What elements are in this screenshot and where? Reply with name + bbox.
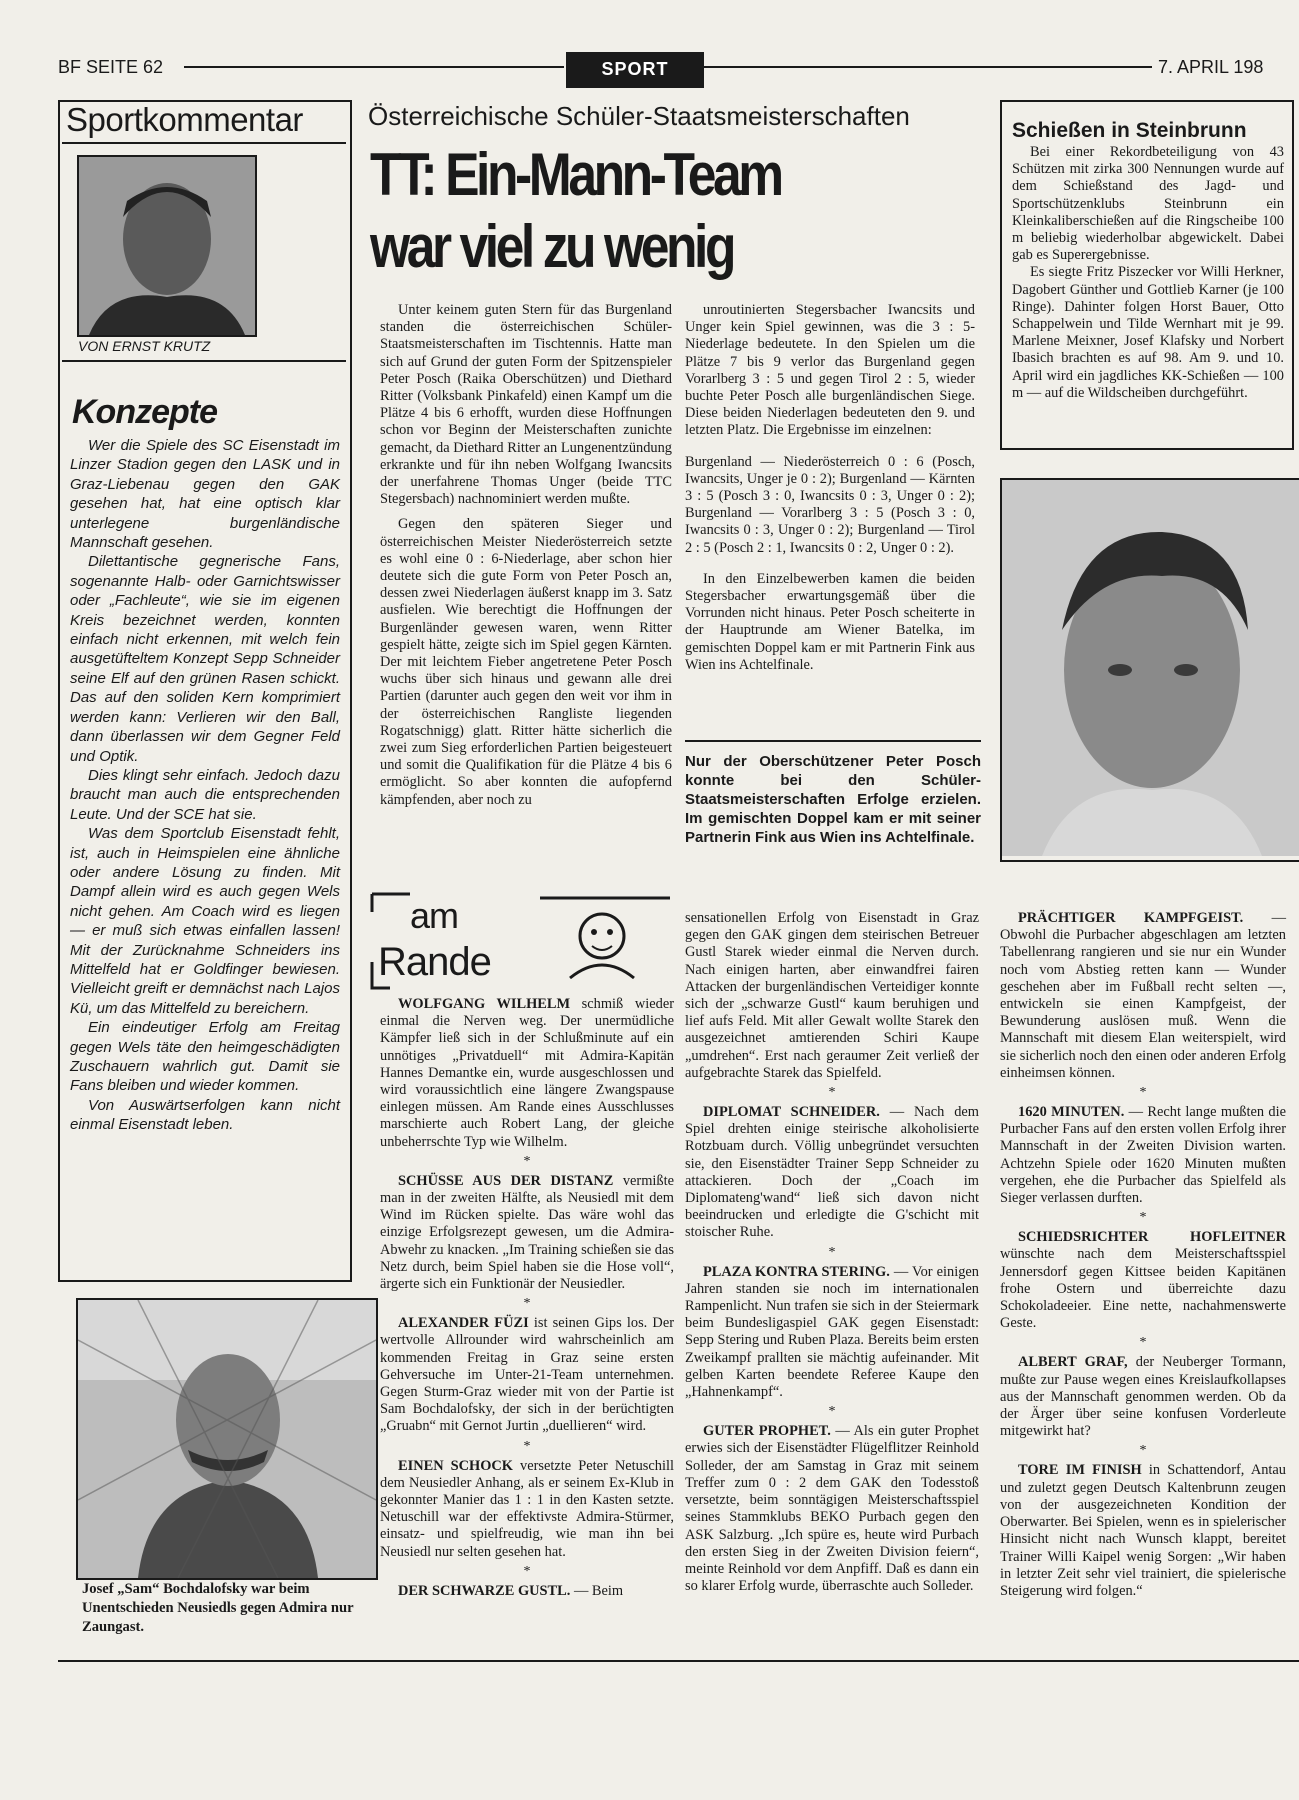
commentary-paragraph: Ein eindeutiger Erfolg am Freitag gegen Wels täte den heimgeschädigten Zuschauern wahrlich gut. Damit sie Fans bleiben und wieder kommen. [70,1019,340,1095]
article-paragraph: Unter keinem guten Stern für das Burgenland standen die österreichischen Schüler-Staatsmeisterschaften im Tischtennis. Hatte man sich auf Grund der guten Form der Spitzenspieler Peter Posch (Raika Oberschützen) und Diethard Ritter (Volksbank Pinkafeld) einen Kampf um die Plätze 4 bis 6 erhofft, wurden diese Hoffnungen schon vor Beginn der Meisterschaften zunichte gemacht, da Diethard Ritter an Lungenentzündung erkrankte und für ihn neben Wolfgang Iwancsits der unerfahrene Thomas Unger (beide TTC Stegersbach) nachnominiert werden mußte. [380,302,672,508]
separator-star: * [523,1563,531,1579]
item-lead: GUTER PROPHET. [703,1423,831,1440]
item-lead: TORE IM FINISH [1018,1462,1142,1479]
item-text: — Recht lange mußten die Purbacher Fans auf den ersten vollen Erfolg ihrer Mannschaft in der Zweiten Division warten. Achtzehn Spiele oder 1620 Minuten mußten vergehen, ehe die Purbacher das Spielfeld als Sieger verlassen durften. [1000,1104,1286,1207]
item-lead: EINEN SCHOCK [398,1457,513,1474]
article-kicker: Österreichische Schüler-Staatsmeisterschaften [368,101,910,131]
am-rande-am: am [410,895,459,936]
commentary-paragraph: Was dem Sportclub Eisenstadt fehlt, ist, auch in Heimspielen eine ähnliche oder andere Lösung zu finden. Mit Dampf allein wird es auch gegen Wels nicht gehen. Am Coach wird es liegen — er muß sich etwas einfallen lassen! Mit der Zurücknahme Schneiders ins Mittelfeld hat er Goldfinger bewiesen. Vielleicht greift er demnächst nach Lajos Kü, um das Mittelfeld zu bereichern. [70,825,340,1017]
separator-star: * [523,1153,531,1169]
page-bottom-rule [58,1660,1299,1662]
item-lead: ALBERT GRAF, [1018,1354,1128,1371]
item-text: versetzte Peter Netuschill dem Neusiedler Anhang, als er seinem Ex-Klub in gekonnter Manier das 1 : 1 in den Kasten setzte. Netuschill war der effektivste Admira-Stürmer, einsatz- und spielfreudig, wie man ihn bei Neusiedl nur selten gesehen hat. [380,1457,674,1560]
item-text: schmiß wieder einmal die Nerven weg. Der unermüdliche Kämpfer ließ sich in der Schlußminute auf ein unnötiges „Privatduell“ mit Admira-Kapitän Hannes Demantke ein, wurde ausgeschlossen und wird voraussichtlich eine längere Zwangspause einlegen müssen. Am Rande eines Ausschlusses marschierte auch Robert Lang, der gleiche unbeherrschte Typ wie Wilhelm. [380,996,675,1150]
shooting-text [1012,144,1284,402]
commentary-title: Konzepte [72,393,217,431]
commentary-paragraph: Wer die Spiele des SC Eisenstadt im Linzer Stadion gegen den LASK und in Graz-Liebenau gegen den GAK gesehen hat, hat eine optisch klar unterlegene burgenländische Mannschaft gesehen. [70,437,340,552]
author-portrait [77,155,257,337]
item-text: wünschte nach dem Meisterschaftsspiel Jennersdorf gegen Kittsee beiden Kapitänen frohe Ostern und überreichte dazu Schokoladeeier. Eine nette, nachahmenswerte Geste. [1000,1246,1286,1332]
article-results: Burgenland — Niederösterreich 0 : 6 (Posch, Iwancsits, Unger je 0 : 2); Burgenland — Kärnten 3 : 5 (Posch 3 : 0, Iwancsits 0 : 3, Unger 0 : 2); Burgenland — Vorarlberg 3 : 5 (Posch 3 : 0, Iwancsits 0 : 3, Unger 0 : 2); Burgenland — Tirol 2 : 5 (Posch 2 : 1, Iwancsits 0 : 2, Unger 0 : 2). [685,453,975,556]
item-text: — Als ein guter Prophet erwies sich der Eisenstädter Flügelflitzer Reinhold Solleder, der am Samstag in Graz mit seinem Treffer zum 0 : 2 dem GAK den Todesstoß versetzte, beim sonntägigen Meisterschaftsspiel seines Stammklubs BEKO Purbach gegen den ASK Salzburg. „Ich spüre es, heute wird Purbach den ersten Sieg in der Zweiten Division feiern“, meinte Reinhold vor dem Anpfiff. Daß es dann ein so klarer Erfolg wurde, überraschte auch Solleder. [685,1423,980,1595]
commentary-rule [62,142,346,144]
item-text: — Obwohl die Purbacher abgeschlagen am letzten Tabellenrang rangieren und sie nur ein Wunder noch vom Abstieg retten kann — Wunder geschehen aber im Fußball recht selten —, entwickeln sie einen Kampfgeist, der Bewunderung auslösen muß. Wenn die Mannschaft mit diesem Elan weiterspielt, wird sie sicherlich noch den einen oder anderen Erfolg einheimsen können. [1000,910,1286,1081]
separator-star: * [828,1085,836,1101]
separator-star: * [828,1404,836,1420]
header-rule-left [184,66,564,68]
item-lead: 1620 MINUTEN. [1018,1104,1125,1121]
item-lead: ALEXANDER FÜZI [398,1315,529,1332]
item-lead: PLAZA KONTRA STERING. [703,1263,890,1280]
player-photo [76,1298,378,1580]
item-text: in Schattendorf, Antau und zuletzt gegen Deutsch Kaltenbrunn zeugen von der ausgezeichneten Kondition der Oberwarter. Bei Spielen, wenn es in spielerischer Hinsicht nicht nach Wunsch klappt, bereitet Trainer Willi Kaipel wenig Sorgen: „Wir haben in letzter Zeit sehr viel trainiert, die spielerische Steigerung wird folgen.“ [1000,1462,1286,1599]
item-text: sensationellen Erfolg von Eisenstadt in Graz gegen den GAK gingen dem steirischen Betreuer Gustl Starek wieder einmal die Nerven durch. Nach einigen harten, aber einwandfrei fairen Attacken der burgenländischen Verteidiger konnte sich der „schwarze Gustl“ kaum beruhigen und lief aufs Feld. Mit aller Gewalt wollte Starek den ausgezeichnet amtierenden Schiri Kaupe „umdrehen“. Erst nach geraumer Zeit verließ der aufgebrachte Starek das Spielfeld. [685,910,979,1081]
commentary-text [70,436,340,1135]
commentary-label: Sportkommentar [66,101,303,138]
item-lead: DER SCHWARZE GUSTL. [398,1582,571,1599]
player-photo-caption: Josef „Sam“ Bochdalofsky war beim Unentschieden Neusiedls gegen Admira nur Zaungast. [82,1581,354,1635]
item-lead: PRÄCHTIGER KAMPFGEIST. [1018,910,1244,926]
item-lead: DIPLOMAT SCHNEIDER. [703,1104,880,1121]
item-text: ist seinen Gips los. Der wertvolle Allrounder wird wahrscheinlich am kommenden Freitag in Graz seine ersten Gehversuche im Unter-21-Team unternehmen. Gegen Sturm-Graz wieder mit von der Partie ist Sam Bochdalofsky, der sich in der berüchtigten „Gruabn“ mit Gernot Jurtin „duellieren“ wird. [380,1315,675,1435]
separator-star: * [828,1244,836,1260]
caption-rule [685,740,981,742]
separator-star: * [1139,1335,1147,1351]
separator-star: * [1139,1085,1147,1101]
item-lead: WOLFGANG WILHELM [398,996,571,1012]
separator-star: * [523,1438,531,1454]
item-text: — Beim [570,1582,624,1599]
byline-rule [62,360,346,362]
am-rande-column-1 [380,996,674,1600]
commentary-paragraph: Dies klingt sehr einfach. Jedoch dazu braucht man auch die entsprechenden Leute. Und der SCE hat sie. [70,766,340,823]
am-rande-column-2 [685,910,979,1595]
issue-date: 7. APRIL 198 [1158,57,1264,77]
article-paragraph: Gegen den späteren Sieger und österreichischen Meister Niederösterreich setzte es wohl eine 0 : 6-Niederlage, aber schon hier deutete sich die gute Form von Peter Posch an, dessen zwei Niederlagen äußerst knapp im 3. Satz ausfielen. Wie berechtigt die Hoffnungen der Burgenländer gewesen waren, wenn Ritter gespielt hätte, zeigte sich im Spiel gegen Kärnten. Der mit leichtem Fieber angetretene Peter Posch wuchs über sich hinaus und gewann alle drei Partien (darunter auch gegen den weit vor ihm in der österreichischen Rangliste liegenden Rogatschnigg) glatt. Ritter hätte sicherlich die zwei zum Sieg erforderlichen Partien beigesteuert und somit die Qualifikation für die Plätze 4 bis 6 ermöglicht. So aber konnten die aufopfernd kämpfenden, aber noch zu [380,516,672,808]
item-lead: SCHÜSSE AUS DER DISTANZ [398,1172,614,1189]
separator-star: * [1139,1210,1147,1226]
posch-photo [1000,478,1299,862]
article-paragraph: In den Einzelbewerben kamen die beiden Stegersbacher erwartungsgemäß über die Vorrunden nicht hinaus. Peter Posch scheiterte in der Hauptrunde am Wiener Batelka, im gemischten Doppel kam er mit Partnerin Fink aus Wien ins Achtelfinale. [685,570,975,673]
item-text: der Neuberger Tormann, mußte zur Pause wegen eines Kreislaufkollapses aus der Mannschaft genommen werden. Ob da der Ärger über seine konfusen Vorderleute mitgewirkt hat? [1000,1354,1286,1440]
separator-star: * [523,1296,531,1312]
article-column-2 [685,302,975,674]
item-text: — Nach dem Spiel drehten einige steirische alkoholisierte Rotzbuam durch. Völlig unbegründet versuchten sie, den Eisenstädter Trainer Sepp Schneider zu attackieren. Doch der „Coach im Diplomateng'wand“ ließ sich davon nicht beeindrucken und erledigte die G'schicht mit stoischer Ruhe. [685,1104,979,1241]
separator-star: * [1139,1443,1147,1459]
am-rande-rande: Rande [378,940,491,984]
commentary-paragraph: Von Auswärtserfolgen kann nicht einmal Eisenstadt leben. [70,1096,340,1134]
article-headline-line2: war viel zu wenig [370,213,734,280]
section-label: SPORT [568,54,702,86]
commentary-paragraph: Dilettantische gegnerische Fans, sogenannte Halb- oder Garnichtswisser oder „Fachleute“, wie sie im eigenen Kreis bezeichnet werden, konnten einfach nicht erkennen, mit welch fein ausgetüfteltem Konzept Sepp Schneider seine Elf auf den grünen Rasen schickt. Das auf den soliden Kern komprimiert werden kann: Verlieren wir den Ball, dann überlassen wir dem Gegner Feld und Optik. [70,553,340,765]
shooting-paragraph: Es siegte Fritz Piszecker vor Willi Herkner, Dagobert Günther und Gottlieb Karner (je 100 Ringe). Dahinter folgen Horst Bauer, Otto Schappelwein und Tilde Wernhart mit je 99. Marlene Meixner, Josef Klafsky und Norbert Ibasich brachten es auf 98. Am 9. und 10. April wird ein jagdliches KK-Schießen — 100 m — auf die Wildscheiben durchgeführt. [1012,264,1284,401]
shooting-title: Schießen in Steinbrunn [1012,119,1247,142]
header-rule-right [700,66,1152,68]
article-paragraph: unroutinierten Stegersbacher Iwancsits und Unger kein Spiel gewinnen, was die 3 : 5-Niederlage bedeutete. In den Spielen um die Plätze 7 bis 9 verlor das Burgenland gegen Vorarlberg 3 : 5 und gegen Tirol 2 : 5, wieder buchte Peter Posch alle burgenländischen Siege. Diese beiden Niederlagen bedeuteten den 9. und letzten Platz. Die Ergebnisse im einzelnen: [685,302,975,439]
article-column-1 [380,302,672,809]
commentary-byline: VON ERNST KRUTZ [78,338,211,354]
item-text: vermißte man in der zweiten Hälfte, als Neusiedl mit dem Wind im Rücken spielte. Das wäre wohl das einzige Erfolgsrezept gewesen, um die Admira-Abwehr zu knacken. „Im Training schießen sie das Netz durch, beim Spiel haben sie die Hose voll“, ärgerte sich ein Funktionär der Neusiedler. [380,1172,674,1293]
item-text: — Vor einigen Jahren standen sie noch im internationalen Rampenlicht. Nun trafen sie sich in der Steiermark beim Bundesligaspiel GAK gegen Eisenstadt: Sepp Stering und Ruben Plaza. Bereits beim ersten Zweikampf prallten sie mächtig aufeinander. Mit gelben Karten beendete Referee Kaupe den „Hahnenkampf“. [685,1263,979,1401]
am-rande-column-3 [1000,910,1286,1600]
posch-caption: Nur der Oberschützener Peter Posch konnte bei den Schüler-Staatsmeisterschaften Erfolge erzielen. Im gemischten Doppel kam er mit seiner Partnerin Fink aus Wien ins Achtelfinale. [685,753,981,846]
article-headline-line1: TT: Ein-Mann-Team [370,141,781,208]
item-lead: SCHIEDSRICHTER HOFLEITNER [1018,1229,1286,1246]
shooting-paragraph: Bei einer Rekordbeteiligung von 43 Schützen mit zirka 300 Nennungen wurde auf dem Schießstand des Jagd- und Sportschützenklubs Steinbrunn ein Kleinkaliberschießen auf die Ringscheibe 100 m beliebig wiederholbar abgewickelt. Dabei gab es Superergebnisse. [1012,144,1284,264]
page-number: BF SEITE 62 [58,57,164,77]
